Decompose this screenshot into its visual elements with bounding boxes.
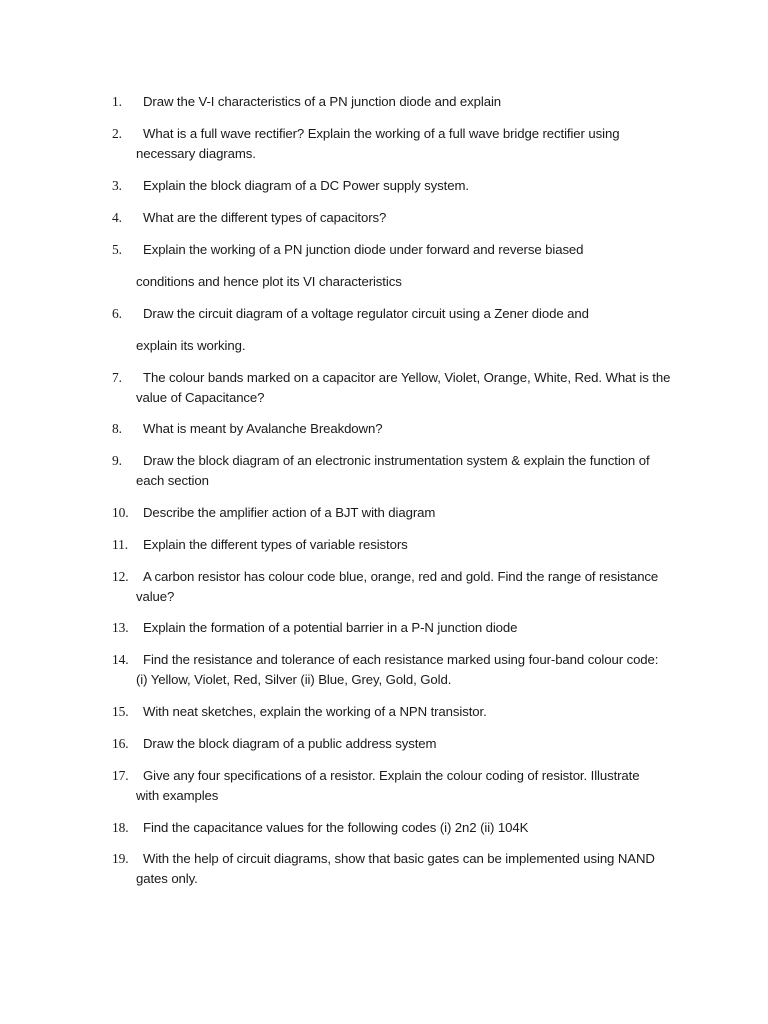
question-text-continued: gates only. bbox=[136, 871, 198, 886]
question-text-continued: value? bbox=[136, 589, 175, 604]
question-number: 5. bbox=[112, 242, 122, 257]
question-text: Draw the V-I characteristics of a PN junction diode and explain bbox=[143, 94, 502, 109]
question-number: 10. bbox=[112, 505, 129, 520]
question-text-continued: (i) Yellow, Violet, Red, Silver (ii) Blue, Grey, Gold, Gold. bbox=[136, 672, 452, 687]
question-text: Explain the working of a PN junction diode under forward and reverse biased bbox=[143, 242, 584, 257]
question-number: 18. bbox=[112, 820, 129, 835]
question-number: 12. bbox=[112, 569, 129, 584]
question-text: Find the resistance and tolerance of each resistance marked using four-band colour code: bbox=[143, 652, 659, 667]
question-number: 14. bbox=[112, 652, 129, 667]
question-text: What are the different types of capacitors? bbox=[143, 210, 387, 225]
question-text: The colour bands marked on a capacitor are Yellow, Violet, Orange, White, Red. What is the bbox=[143, 370, 671, 385]
question-number: 11. bbox=[112, 537, 129, 552]
question-number: 2. bbox=[112, 126, 122, 141]
question-number: 4. bbox=[112, 210, 122, 225]
question-number: 19. bbox=[112, 851, 129, 866]
question-text: Draw the block diagram of an electronic instrumentation system & explain the function of bbox=[143, 453, 650, 468]
question-text: With the help of circuit diagrams, show that basic gates can be implemented using NAND bbox=[143, 851, 655, 866]
question-number: 13. bbox=[112, 620, 129, 635]
question-text-continued: value of Capacitance? bbox=[136, 390, 265, 405]
question-number: 16. bbox=[112, 736, 129, 751]
question-number: 3. bbox=[112, 178, 122, 193]
question-number: 7. bbox=[112, 370, 122, 385]
question-text: Draw the circuit diagram of a voltage regulator circuit using a Zener diode and bbox=[143, 306, 589, 321]
question-text: Describe the amplifier action of a BJT with diagram bbox=[143, 505, 436, 520]
question-text: What is a full wave rectifier? Explain the working of a full wave bridge rectifier using bbox=[143, 126, 620, 141]
question-text: Explain the different types of variable resistors bbox=[143, 537, 408, 552]
question-text: With neat sketches, explain the working of a NPN transistor. bbox=[143, 704, 487, 719]
question-number: 17. bbox=[112, 768, 129, 783]
question-text: Give any four specifications of a resistor. Explain the colour coding of resistor. Illustrate bbox=[143, 768, 640, 783]
question-text: Explain the block diagram of a DC Power supply system. bbox=[143, 178, 469, 193]
question-text: Explain the formation of a potential barrier in a P-N junction diode bbox=[143, 620, 518, 635]
question-text-continued: conditions and hence plot its VI characteristics bbox=[136, 274, 402, 289]
question-text: A carbon resistor has colour code blue, orange, red and gold. Find the range of resistance bbox=[143, 569, 659, 584]
question-text-continued: necessary diagrams. bbox=[136, 146, 256, 161]
question-text-continued: each section bbox=[136, 473, 209, 488]
question-number: 1. bbox=[112, 94, 122, 109]
question-number: 15. bbox=[112, 704, 129, 719]
question-text-continued: explain its working. bbox=[136, 338, 246, 353]
question-text: Draw the block diagram of a public address system bbox=[143, 736, 437, 751]
question-text-continued: with examples bbox=[136, 788, 219, 803]
question-number: 9. bbox=[112, 453, 122, 468]
question-number: 8. bbox=[112, 421, 122, 436]
question-text: Find the capacitance values for the following codes (i) 2n2 (ii) 104K bbox=[143, 820, 529, 835]
question-text: What is meant by Avalanche Breakdown? bbox=[143, 421, 383, 436]
question-number: 6. bbox=[112, 306, 122, 321]
